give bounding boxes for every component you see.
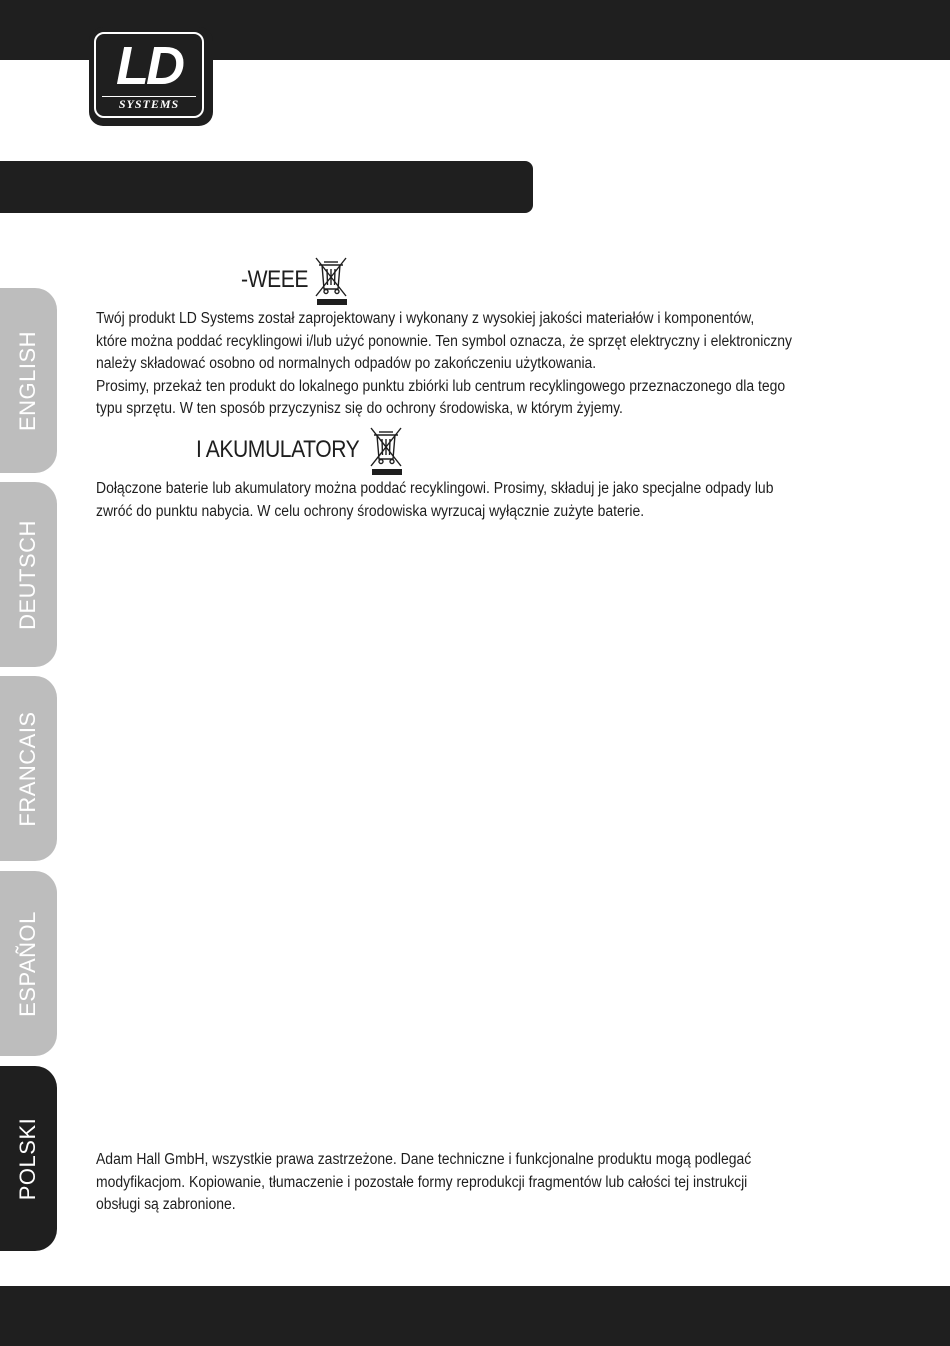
- copyright-line: Adam Hall GmbH, wszystkie prawa zastrzeżone. Dane techniczne i funkcjonalne produktu mogą podlegać: [96, 1151, 752, 1168]
- copyright-line: obsługi są zabronione.: [96, 1196, 236, 1213]
- weee-line: Prosimy, przekaż ten produkt do lokalnego punktu zbiórki lub centrum recyklingowego przeznaczonego dla tego: [96, 377, 786, 395]
- weee-line: należy składować osobno od normalnych odpadów po zakończeniu użytkowania.: [96, 355, 597, 372]
- weee-line: typu sprzętu. W ten sposób przyczynisz się do ochrony środowiska, w którym żyjemy.: [96, 400, 623, 417]
- logo-frame: [94, 32, 204, 118]
- tab-espanol[interactable]: [0, 871, 57, 1056]
- batteries-paragraph: [96, 478, 773, 523]
- copyright-line: modyfikacjom. Kopiowanie, tłumaczenie i pozostałe formy reprodukcji fragmentów lub całości tej instrukcji: [96, 1173, 748, 1191]
- copyright-paragraph: [96, 1149, 751, 1217]
- tab-english[interactable]: [0, 288, 57, 473]
- logo-sub-text: SYSTEMS: [102, 96, 196, 111]
- batteries-heading: I AKUMULATORY: [196, 436, 360, 463]
- weee-line: które można poddać recyklingowi i/lub użyć ponownie. Ten symbol oznacza, że sprzęt elektryczny i elektroniczny: [96, 332, 793, 350]
- weee-heading: -WEEE: [241, 266, 309, 293]
- crossed-out-wheelie-bin-icon: [313, 256, 349, 306]
- tab-deutsch-label: DEUTSCH: [15, 519, 40, 630]
- tab-polski-label: POLSKI: [15, 1117, 40, 1200]
- tab-espanol-label: ESPAÑOL: [15, 910, 40, 1017]
- bottom-bar: [0, 1286, 950, 1346]
- tab-english-label: ENGLISH: [15, 330, 40, 431]
- weee-paragraph: [96, 308, 792, 421]
- logo-main-text: LD: [116, 36, 182, 96]
- tab-polski[interactable]: [0, 1066, 57, 1251]
- tab-francais-label: FRANCAIS: [15, 710, 40, 827]
- tab-francais[interactable]: [0, 676, 57, 861]
- tab-deutsch[interactable]: [0, 482, 57, 667]
- batteries-line: Dołączone baterie lub akumulatory można poddać recyklingowi. Prosimy, składuj je jako specjalne odpady lub: [96, 480, 774, 497]
- ld-systems-logo: [89, 27, 213, 126]
- batteries-line: zwróć do punktu nabycia. W celu ochrony środowiska wyrzucaj wyłącznie zużyte baterie.: [96, 502, 645, 520]
- weee-line: Twój produkt LD Systems został zaprojektowany i wykonany z wysokiej jakości materiałów i komponentów,: [96, 310, 755, 327]
- section-title-bar: [0, 161, 533, 213]
- crossed-out-wheelie-bin-icon: [368, 426, 404, 476]
